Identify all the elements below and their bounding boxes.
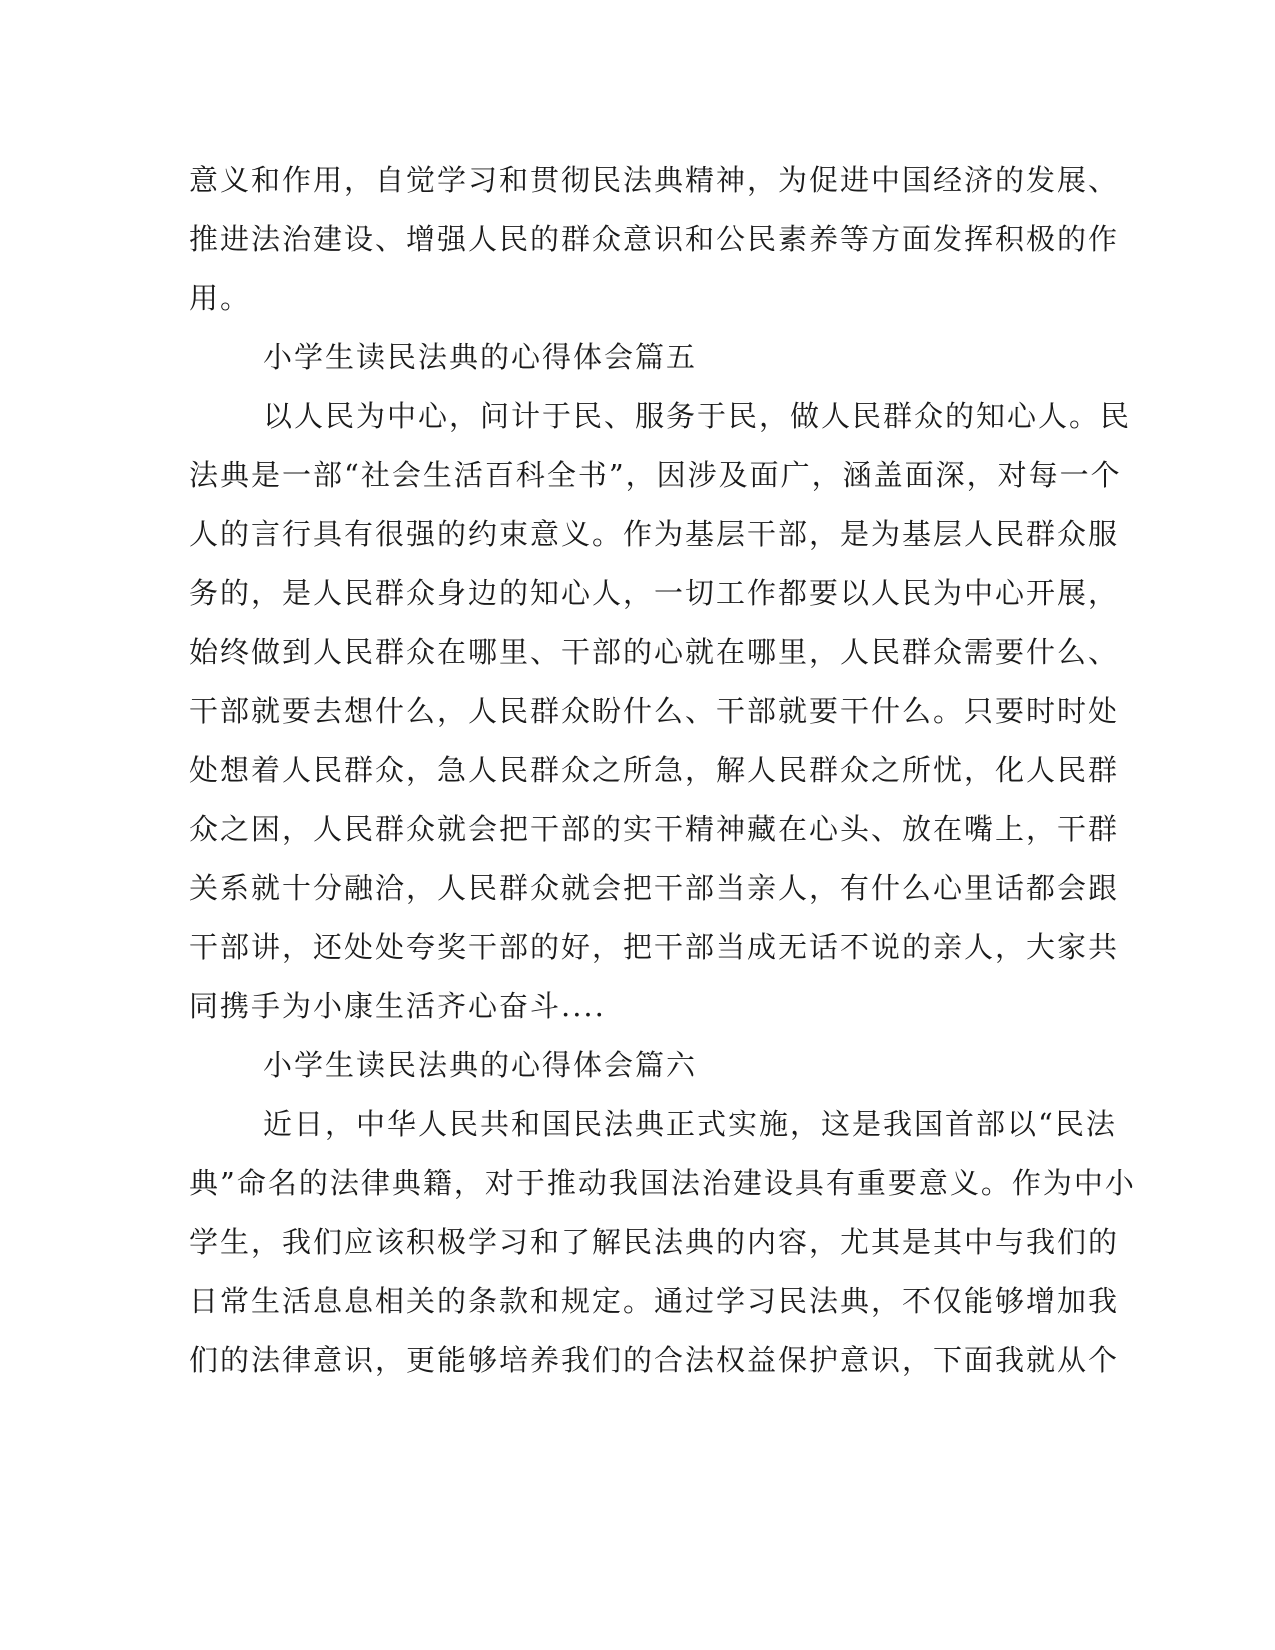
paragraph-line: 关系就十分融洽，人民群众就会把干部当亲人，有什么心里话都会跟 <box>189 871 1120 905</box>
paragraph-line: 处想着人民群众，急人民群众之所急，解人民群众之所忧，化人民群 <box>189 753 1120 787</box>
paragraph-line: 近日，中华人民共和国民法典正式实施，这是我国首部以“民法 <box>263 1107 1117 1141</box>
paragraph-line: 们的法律意识，更能够培养我们的合法权益保护意识，下面我就从个 <box>189 1343 1120 1377</box>
section-heading-6: 小学生读民法典的心得体会篇六 <box>263 1048 698 1082</box>
paragraph-line: 典”命名的法律典籍，对于推动我国法治建设具有重要意义。作为中小 <box>189 1166 1136 1200</box>
paragraph-line: 干部就要去想什么，人民群众盼什么、干部就要干什么。只要时时处 <box>189 694 1120 728</box>
paragraph-line: 意义和作用，自觉学习和贯彻民法典精神，为促进中国经济的发展、 <box>189 163 1120 197</box>
paragraph-line: 始终做到人民群众在哪里、干部的心就在哪里，人民群众需要什么、 <box>189 635 1120 669</box>
paragraph-line: 日常生活息息相关的条款和规定。通过学习民法典，不仅能够增加我 <box>189 1284 1120 1318</box>
paragraph-line: 众之困，人民群众就会把干部的实干精神藏在心头、放在嘴上，干群 <box>189 812 1120 846</box>
paragraph-line: 以人民为中心，问计于民、服务于民，做人民群众的知心人。民 <box>263 399 1132 433</box>
paragraph-line: 推进法治建设、增强人民的群众意识和公民素养等方面发挥积极的作 <box>189 222 1120 256</box>
paragraph-line: 用。 <box>189 281 252 315</box>
paragraph-line: 法典是一部“社会生活百科全书”，因涉及面广，涵盖面深，对每一个 <box>189 458 1122 492</box>
paragraph-line: 务的，是人民群众身边的知心人，一切工作都要以人民为中心开展， <box>189 576 1120 610</box>
section-heading-5: 小学生读民法典的心得体会篇五 <box>263 340 698 374</box>
paragraph-line: 同携手为小康生活齐心奋斗.... <box>189 989 606 1023</box>
paragraph-line: 干部讲，还处处夸奖干部的好，把干部当成无话不说的亲人，大家共 <box>189 930 1120 964</box>
paragraph-line: 学生，我们应该积极学习和了解民法典的内容，尤其是其中与我们的 <box>189 1225 1120 1259</box>
paragraph-line: 人的言行具有很强的约束意义。作为基层干部，是为基层人民群众服 <box>189 517 1120 551</box>
